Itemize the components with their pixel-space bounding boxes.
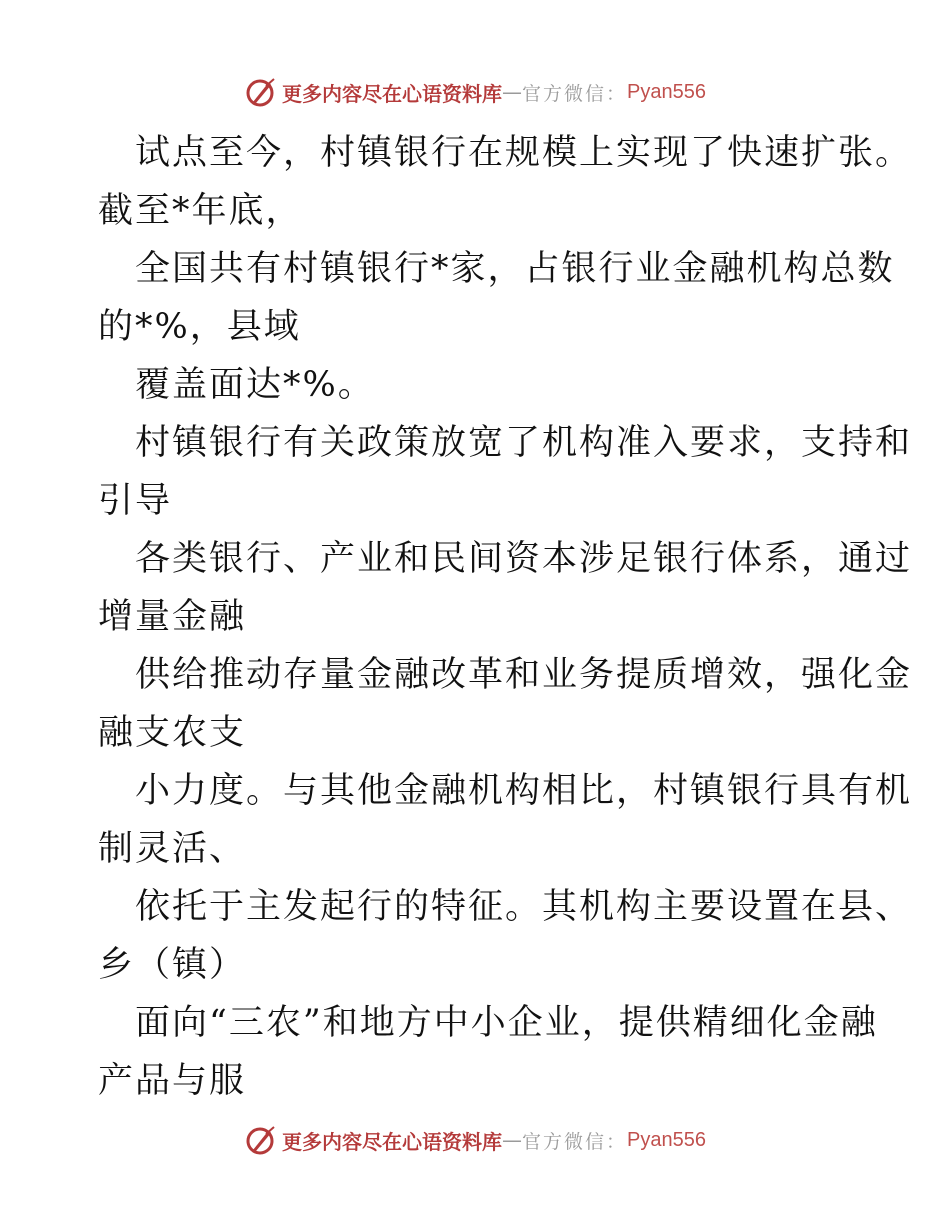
- text-line: 增量金融: [98, 597, 247, 637]
- banner-wechat-id: Pyan556: [627, 1128, 706, 1151]
- text-line: 试点至今，村镇银行在规模上实现了快速扩张。: [135, 133, 913, 173]
- text-line: 截至*年底，: [98, 191, 303, 231]
- banner-wechat-label: 官方微信：: [522, 1130, 628, 1153]
- text-line: 制灵活、: [98, 829, 247, 869]
- text-line: 融支农支: [98, 713, 247, 753]
- text-line: 各类银行、产业和民间资本涉足银行体系，通过: [135, 539, 913, 579]
- banner-wechat-id: Pyan556: [627, 80, 706, 103]
- document-body: [98, 124, 913, 1110]
- quill-pen-logo-icon: [244, 1124, 276, 1156]
- text-line: 引导: [98, 481, 173, 521]
- header-banner: [0, 72, 950, 112]
- text-line: 乡（镇）: [98, 945, 247, 985]
- footer-banner: [0, 1120, 950, 1160]
- banner-separator: —: [502, 80, 522, 104]
- text-line: 全国共有村镇银行*家，占银行业金融机构总数: [135, 249, 895, 289]
- banner-title: 更多内容尽在心语资料库: [282, 81, 502, 106]
- text-line: 依托于主发起行的特征。其机构主要设置在县、: [135, 887, 913, 927]
- text-line: 小力度。与其他金融机构相比，村镇银行具有机: [135, 771, 913, 811]
- text-line: 覆盖面达*%。: [135, 365, 375, 405]
- banner-title: 更多内容尽在心语资料库: [282, 1129, 502, 1154]
- banner-separator: —: [502, 1128, 522, 1152]
- text-line: 产品与服: [98, 1061, 247, 1101]
- text-line: 供给推动存量金融改革和业务提质增效，强化金: [135, 655, 913, 695]
- text-line: 村镇银行有关政策放宽了机构准入要求，支持和: [135, 423, 913, 463]
- text-line: 面向“三农”和地方中小企业，提供精细化金融: [135, 1003, 878, 1043]
- text-line: 的*%，县域: [98, 307, 301, 347]
- quill-pen-logo-icon: [244, 76, 276, 108]
- banner-wechat-label: 官方微信：: [522, 82, 628, 105]
